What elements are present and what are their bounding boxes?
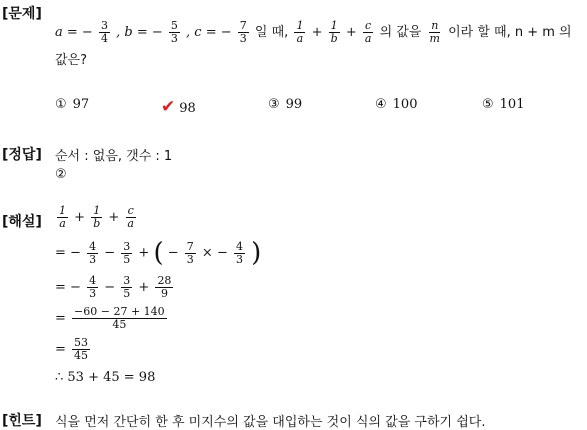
fraction: $\frac{7}{3}$ bbox=[186, 239, 194, 266]
text: 이라 할 때, n + m 의 bbox=[448, 25, 572, 40]
choice-value: 100 bbox=[392, 97, 418, 112]
hint-tag: [힌트] bbox=[2, 413, 42, 429]
fraction: $\frac{c}{a}$ bbox=[127, 204, 134, 230]
operator: = − bbox=[55, 245, 81, 261]
fraction: $\frac{5}{3}$ bbox=[170, 19, 178, 45]
fraction: $\frac{4}{3}$ bbox=[235, 239, 243, 266]
fraction: $\frac{1}{b}$ bbox=[330, 19, 338, 45]
fraction: $\frac{1}{a}$ bbox=[59, 204, 66, 230]
expr-c: , c = − bbox=[186, 25, 232, 40]
operator: + bbox=[311, 25, 323, 40]
operator: = bbox=[55, 342, 66, 357]
answer-line: 순서 : 없음, 갯수 : 1 bbox=[55, 149, 173, 164]
operator: + bbox=[345, 25, 357, 40]
answer-tag: [정답] bbox=[2, 147, 42, 163]
text: 일 때, bbox=[254, 25, 289, 40]
choice-list bbox=[55, 97, 575, 117]
problem-statement bbox=[55, 20, 572, 45]
operator: + bbox=[138, 245, 150, 261]
text: 의 값을 bbox=[379, 25, 422, 40]
choice-value: 98 bbox=[179, 101, 196, 116]
solution-line-2 bbox=[55, 238, 261, 268]
choice-2[interactable] bbox=[161, 97, 196, 117]
right-paren: ) bbox=[251, 238, 262, 268]
operator: = − bbox=[55, 280, 81, 295]
fraction: $\frac{4}{3}$ bbox=[89, 239, 97, 266]
operator: − bbox=[104, 280, 116, 295]
solution-tag: [해설] bbox=[2, 214, 42, 230]
operator: + bbox=[108, 210, 120, 225]
check-icon: ✔ bbox=[161, 97, 176, 117]
solution-line-3 bbox=[55, 275, 175, 300]
fraction: $\frac{n}{m}$ bbox=[429, 19, 440, 45]
fraction: $\frac{-60 - 27 + 140}{45}$ bbox=[74, 305, 165, 331]
operator: = bbox=[55, 311, 66, 326]
left-paren: ( bbox=[153, 238, 164, 268]
hint-text: 식을 먼저 간단히 한 후 미지수의 값을 대입하는 것이 식의 값을 구하기 쉽다. bbox=[55, 415, 486, 430]
operator: + bbox=[74, 210, 86, 225]
choice-value: 97 bbox=[72, 97, 90, 112]
fraction: $\frac{53}{45}$ bbox=[74, 336, 89, 362]
fraction: $\frac{28}{9}$ bbox=[157, 274, 172, 300]
choice-value: 101 bbox=[499, 97, 525, 112]
fraction: $\frac{3}{5}$ bbox=[123, 274, 131, 300]
operator: − bbox=[167, 245, 179, 261]
operator: − bbox=[104, 245, 116, 261]
fraction: $\frac{7}{3}$ bbox=[239, 19, 247, 45]
problem-text-cont: 값은? bbox=[55, 53, 88, 68]
fraction: $\frac{c}{a}$ bbox=[364, 19, 372, 45]
solution-conclusion: ∴ 53 + 45 = 98 bbox=[55, 370, 156, 385]
problem-tag: [문제] bbox=[2, 6, 42, 22]
choice-marker: ⑤ bbox=[482, 97, 494, 112]
choice-5[interactable] bbox=[482, 97, 524, 112]
fraction: $\frac{1}{a}$ bbox=[296, 19, 304, 45]
expr-b: , b = − bbox=[116, 25, 163, 40]
fraction: $\frac{3}{5}$ bbox=[123, 239, 131, 266]
answer-choice: ② bbox=[55, 167, 67, 182]
solution-line-1 bbox=[55, 205, 138, 230]
choice-marker: ④ bbox=[375, 97, 387, 112]
choice-1[interactable] bbox=[55, 97, 89, 112]
choice-3[interactable] bbox=[268, 97, 302, 112]
fraction: $\frac{1}{b}$ bbox=[93, 204, 101, 230]
operator: × − bbox=[201, 245, 228, 261]
fraction: $\frac{3}{4}$ bbox=[100, 19, 108, 45]
operator: + bbox=[138, 280, 150, 295]
solution-line-5 bbox=[55, 337, 92, 362]
choice-value: 99 bbox=[285, 97, 303, 112]
solution-line-4 bbox=[55, 306, 169, 331]
choice-marker: ③ bbox=[268, 97, 280, 112]
fraction: $\frac{4}{3}$ bbox=[89, 274, 97, 300]
expr-a: a = − bbox=[55, 25, 93, 40]
choice-marker: ① bbox=[55, 97, 67, 112]
choice-4[interactable] bbox=[375, 97, 417, 112]
